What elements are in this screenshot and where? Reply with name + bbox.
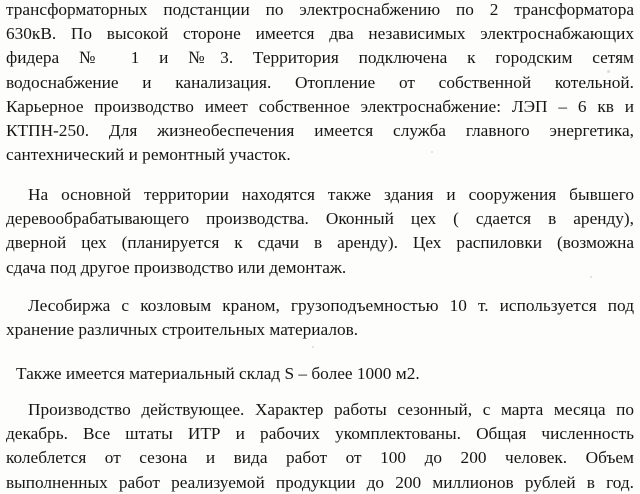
text-line: колеблется от сезона и вида работ от 100 до 200 человек. Объем <box>6 448 634 468</box>
text-line: фидера № 1 и №3. Территория подключена к городским сетям <box>6 48 634 68</box>
text-line: хранение различных строительных материалов. <box>6 320 359 340</box>
text-line: На основной территории находятся также здания и сооружения бывшего <box>28 185 634 204</box>
text-line: Также имеется материальный склад S – более 1000 м2. <box>16 364 420 383</box>
text-line: сантехнический и ремонтный участок. <box>6 145 291 165</box>
text-line: дверной цех (планируется к сдачи в аренду). Цех распиловки (возможна <box>6 233 634 253</box>
text-line: КТПН-250. Для жизнеобеспечения имеется служба главного энергетика, <box>6 121 634 141</box>
paragraph-woodworking <box>6 183 634 280</box>
scan-speck <box>607 70 610 73</box>
text-line: трансформаторных подстанции по электроснабжению по 2 трансформатора <box>6 0 634 19</box>
scan-speck <box>431 151 433 153</box>
paragraph-production <box>6 398 634 494</box>
paragraph-warehouse <box>6 362 634 386</box>
paragraph-timber-yard <box>6 294 634 342</box>
text-line: Лесобиржа с козловым краном, грузоподъемностью 10 т. используется под <box>28 296 634 315</box>
text-line: 630кВ. По высокой стороне имеется два независимых электроснабжающих <box>6 24 634 44</box>
scan-speck <box>590 276 592 278</box>
text-line: выполненных работ реализуемой продукции до 200 миллионов рублей в год. <box>6 472 634 492</box>
scan-speck <box>312 346 314 348</box>
text-line: сдача под другое производство или демонтаж. <box>6 257 347 277</box>
text-line: декабрь. Все штаты ИТР и рабочих укомплектованы. Общая численность <box>6 424 634 444</box>
text-line: водоснабжение и канализация. Отопление от собственной котельной. <box>6 72 634 92</box>
text-line: деревообрабатывающего производства. Оконный цех ( сдается в аренду), <box>6 209 634 229</box>
paragraph-power-supply <box>6 0 634 167</box>
text-line: Карьерное производство имеет собственное электроснабжение: ЛЭП – 6 кв и <box>6 96 634 116</box>
text-line: Производство действующее. Характер работы сезонный, с марта месяца по <box>28 400 634 419</box>
